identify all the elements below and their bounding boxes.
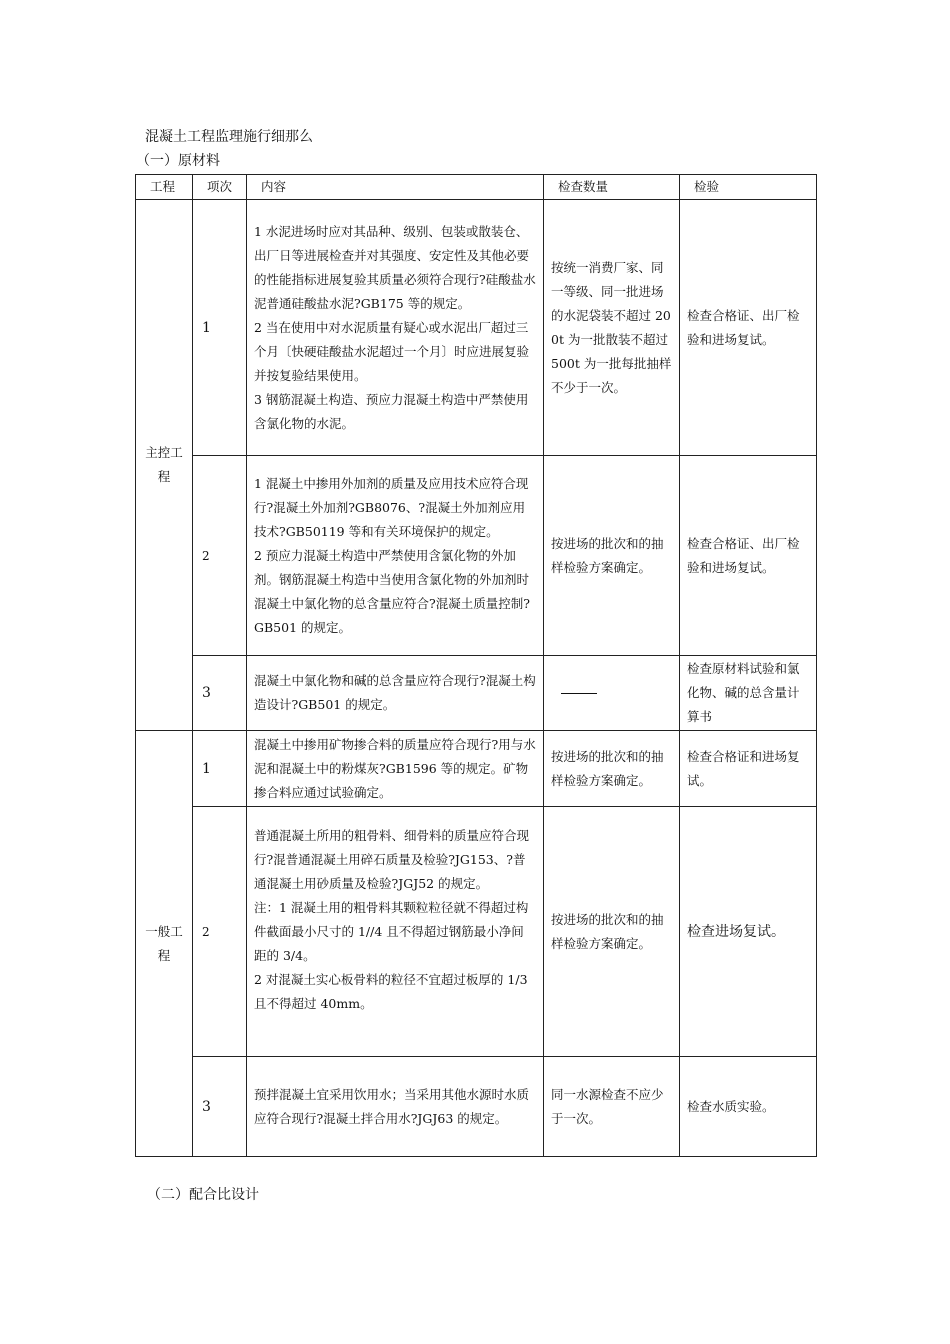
dash-mark: [561, 693, 597, 694]
category-cell-general: 一般工程: [136, 731, 193, 1157]
inspection-cell: 检查原材料试验和氯化物、碱的总含量计算书: [680, 656, 817, 731]
content-paragraph: 1 水泥进场时应对其品种、级别、包装或散装仓、出厂日等进展检查并对其强度、安定性及其他必要的性能指标进展复验其质量必须符合现行?硅酸盐水泥普通硅酸盐水泥?GB175 等的规定。: [254, 223, 536, 311]
content-paragraph: 2 对混凝土实心板骨料的粒径不宜超过板厚的 1/3 且不得超过 40mm。: [254, 971, 528, 1011]
header-category: 工程: [136, 175, 193, 200]
header-inspection: 检验: [680, 175, 817, 200]
item-no: 1: [193, 731, 247, 807]
quantity-cell: 同一水源检查不应少于一次。: [544, 1057, 680, 1157]
item-no: 3: [193, 656, 247, 731]
content-cell: [247, 731, 544, 807]
inspection-cell: 检查合格证和进场复试。: [680, 731, 817, 807]
item-no: 2: [193, 807, 247, 1057]
quantity-cell: 按进场的批次和的抽样检验方案确定。: [544, 807, 680, 1057]
inspection-table: [135, 174, 817, 1157]
content-paragraph: 混凝土中氯化物和碱的总含量应符合现行?混凝土构造设计?GB501 的规定。: [254, 673, 536, 712]
content-paragraph: 3 钢筋混凝土构造、预应力混凝土构造中严禁使用含氯化物的水泥。: [254, 391, 529, 431]
content-cell: [247, 200, 544, 456]
item-no: 2: [193, 456, 247, 656]
section-heading-raw-materials: （一）原材料: [136, 153, 220, 169]
table-row: [136, 656, 817, 731]
table-row: [136, 456, 817, 656]
inspection-cell: 检查合格证、出厂检验和进场复试。: [680, 456, 817, 656]
quantity-cell: 按统一消费厂家、同一等级、同一批进场的水泥袋装不超过 200t 为一批散装不超过 500t 为一批每批抽样不少于一次。: [544, 200, 680, 456]
content-cell: [247, 1057, 544, 1157]
inspection-cell: 检查合格证、出厂检验和进场复试。: [680, 200, 817, 456]
table-row: [136, 1057, 817, 1157]
content-paragraph: 1 混凝土中掺用外加剂的质量及应用技术应符合现行?混凝土外加剂?GB8076、?混凝土外加剂应用技术?GB50119 等和有关环境保护的规定。: [254, 475, 529, 539]
content-cell: [247, 456, 544, 656]
document-title: 混凝土工程监理施行细那么: [145, 129, 313, 145]
table-row: [136, 731, 817, 807]
header-item-no: 项次: [193, 175, 247, 200]
quantity-cell: [544, 656, 680, 731]
header-content: 内容: [247, 175, 544, 200]
content-paragraph: 混凝土中掺用矿物掺合料的质量应符合现行?用与水泥和混凝土中的粉煤灰?GB1596 等的规定。矿物掺合料应通过试验确定。: [254, 736, 536, 800]
content-paragraph: 注：1 混凝土用的粗骨料其颗粒粒径就不得超过构件截面最小尺寸的 1//4 且不得超过钢筋最小净间距的 3/4。: [254, 899, 529, 963]
section-heading-mix-design: （二）配合比设计: [147, 1187, 259, 1203]
table-row: [136, 807, 817, 1057]
item-no: 1: [193, 200, 247, 456]
content-paragraph: 预拌混凝土宜采用饮用水；当采用其他水源时水质应符合现行?混凝土拌合用水?JGJ63 的规定。: [254, 1086, 530, 1126]
inspection-cell: 检查进场复试。: [680, 807, 817, 1057]
quantity-cell: 按进场的批次和的抽样检验方案确定。: [544, 456, 680, 656]
inspection-cell: 检查水质实验。: [680, 1057, 817, 1157]
content-paragraph: 普通混凝土所用的粗骨料、细骨料的质量应符合现行?混普通混凝土用碎石质量及检验?JG153、?普通混凝土用砂质量及检验?JGJ52 的规定。: [254, 827, 530, 891]
content-paragraph: 2 预应力混凝土构造中严禁使用含氯化物的外加剂。钢筋混凝土构造中当使用含氯化物的外加剂时混凝土中氯化物的总含量应符合?混凝土质量控制?GB501 的规定。: [254, 547, 530, 635]
content-paragraph: 2 当在使用中对水泥质量有疑心或水泥出厂超过三个月〔快硬硅酸盐水泥超过一个月〕时应进展复验并按复验结果使用。: [254, 319, 530, 383]
content-cell: [247, 656, 544, 731]
quantity-cell: 按进场的批次和的抽样检验方案确定。: [544, 731, 680, 807]
table-header-row: [136, 175, 817, 200]
table-row: [136, 200, 817, 456]
content-cell: [247, 807, 544, 1057]
category-cell-main-control: 主控工程: [136, 200, 193, 731]
item-no: 3: [193, 1057, 247, 1157]
header-quantity: 检查数量: [544, 175, 680, 200]
